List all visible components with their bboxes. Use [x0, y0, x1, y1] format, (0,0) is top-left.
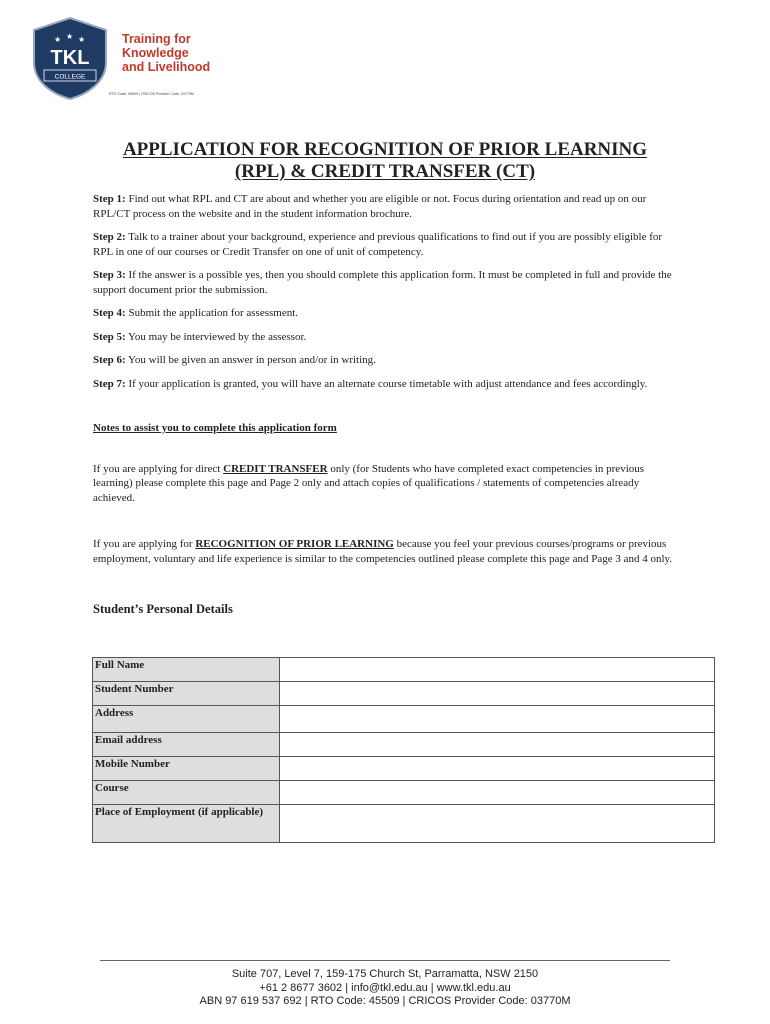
title-line-1: APPLICATION FOR RECOGNITION OF PRIOR LEARNING — [122, 139, 648, 160]
personal-details-table — [92, 657, 715, 843]
rpl-text-post: because you feel your previous courses/programs or previous employment, voluntary and life experience is similar to the competencies outlined please complete this page and Page 3 and 4 only. — [93, 538, 673, 565]
field-label: Address — [93, 706, 280, 733]
svg-text:★: ★ — [66, 32, 74, 41]
step-2 — [93, 230, 683, 259]
student-number-field[interactable] — [280, 682, 715, 706]
ct-text-pre: If you are applying for direct — [93, 462, 224, 475]
table-row — [93, 682, 715, 706]
table-row — [93, 706, 715, 733]
svg-text:★: ★ — [54, 35, 62, 44]
footer-divider — [100, 960, 670, 961]
brand-line: Knowledge — [122, 46, 189, 60]
footer-codes: ABN 97 619 537 692 | RTO Code: 45509 | CRICOS Provider Code: 03770M — [199, 995, 571, 1007]
rpl-note — [93, 537, 683, 566]
ct-text-post: only (for Students who have completed exact competencies in previous learning) please complete this page and Page 2 only and attach copies of qualifications / statements of competencies already achieved. — [93, 462, 645, 504]
step-label: Step 1: — [93, 193, 126, 205]
page-footer — [0, 968, 770, 1009]
step-6 — [93, 353, 683, 368]
logo-subtext: COLLEGE — [54, 73, 86, 81]
step-text: Talk to a trainer about your background, experience and previous qualifications to find out if you are possibly eligible for RPL in one of our courses or Credit Transfer on one of unit of competency. — [93, 231, 663, 258]
logo-text: TKL — [50, 47, 90, 69]
credit-transfer-note — [93, 462, 683, 506]
footer-contact: +61 2 8677 3602 | info@tkl.edu.au | www.tkl.edu.au — [259, 981, 511, 994]
step-text: If the answer is a possible yes, then you should complete this application form. It must be completed in full and provide the support document prior the submission. — [93, 269, 672, 296]
personal-details-heading: Student’s Personal Details — [93, 602, 233, 616]
step-5 — [93, 330, 683, 345]
brand-codes: RTO Code: 45509 | CRICOS Provider Code: 03770M — [109, 92, 194, 96]
step-label: Step 3: — [93, 269, 126, 281]
step-4 — [93, 306, 683, 321]
step-label: Step 7: — [93, 377, 126, 390]
footer-address: Suite 707, Level 7, 159-175 Church St, Parramatta, NSW 2150 — [231, 968, 539, 980]
college-logo — [30, 16, 211, 100]
brand-name — [122, 32, 242, 74]
step-label: Step 6: — [93, 354, 126, 366]
address-field[interactable] — [280, 706, 715, 733]
step-text: You may be interviewed by the assessor. — [125, 330, 307, 343]
table-row — [93, 781, 715, 805]
brand-line: and Livelihood — [122, 60, 211, 74]
step-1 — [93, 192, 683, 221]
document-body — [93, 192, 683, 617]
brand-line: Training for — [122, 32, 191, 46]
step-text: If your application is granted, you will have an alternate course timetable with adjust attendance and fees accordingly. — [125, 377, 648, 390]
field-label: Place of Employment (if applicable) — [93, 805, 280, 843]
title-line-2: (RPL) & CREDIT TRANSFER (CT) — [234, 161, 536, 182]
step-7 — [93, 377, 683, 392]
table-row — [93, 733, 715, 757]
email-field[interactable] — [280, 733, 715, 757]
table-row — [93, 757, 715, 781]
step-label: Step 5: — [93, 330, 126, 343]
full-name-field[interactable] — [280, 658, 715, 682]
notes-heading: Notes to assist you to complete this application form — [93, 422, 337, 434]
table-row — [93, 805, 715, 843]
field-label: Email address — [93, 733, 280, 757]
page-title — [0, 139, 770, 183]
step-text: Submit the application for assessment. — [125, 307, 299, 319]
ct-emphasis: CREDIT TRANSFER — [223, 462, 328, 475]
step-label: Step 4: — [93, 307, 126, 319]
step-label: Step 2: — [93, 231, 126, 243]
field-label: Student Number — [93, 682, 280, 706]
table-row — [93, 658, 715, 682]
field-label: Full Name — [93, 658, 280, 682]
rpl-emphasis: RECOGNITION OF PRIOR LEARNING — [195, 538, 394, 550]
step-text: Find out what RPL and CT are about and whether you are eligible or not. Focus during orientation and read up on our RPL/CT process on the website and in the student information brochure. — [93, 193, 647, 220]
shield-logo-icon — [30, 16, 110, 100]
svg-text:★: ★ — [78, 35, 86, 44]
mobile-number-field[interactable] — [280, 757, 715, 781]
field-label: Course — [93, 781, 280, 805]
place-of-employment-field[interactable] — [280, 805, 715, 843]
course-field[interactable] — [280, 781, 715, 805]
step-3 — [93, 268, 683, 297]
field-label: Mobile Number — [93, 757, 280, 781]
step-text: You will be given an answer in person and/or in writing. — [125, 354, 376, 366]
rpl-text-pre: If you are applying for — [93, 538, 196, 550]
